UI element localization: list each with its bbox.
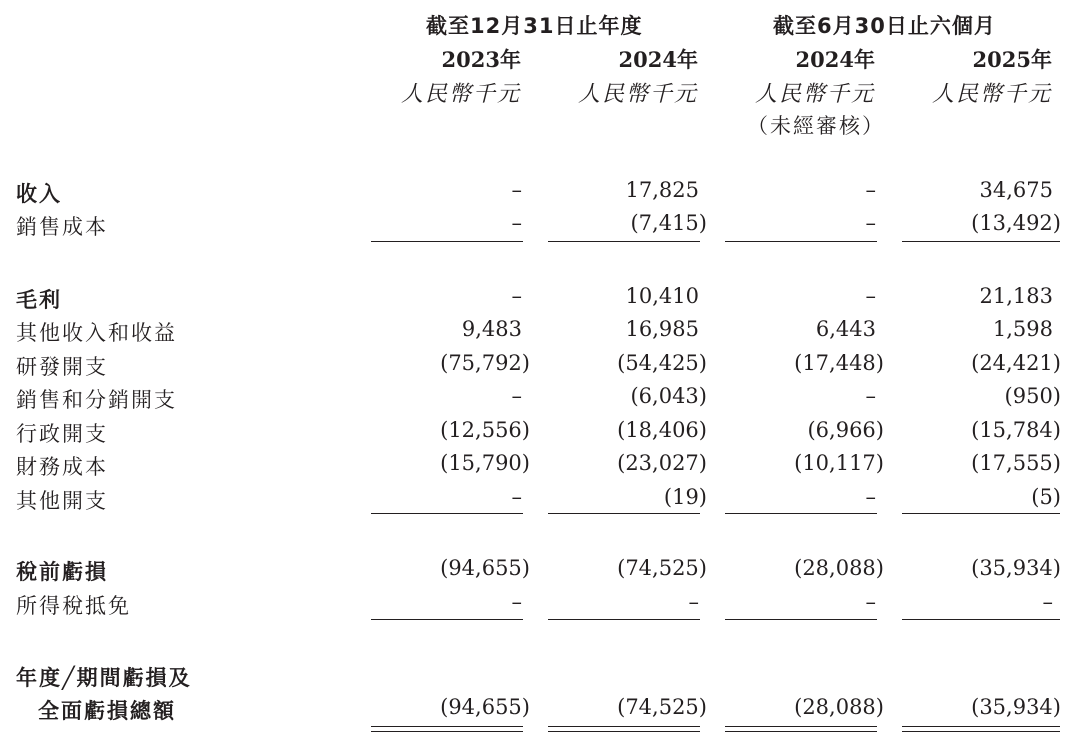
cell: (950)	[1004, 384, 1061, 408]
cell: (10,117)	[794, 451, 884, 475]
cell: –	[511, 284, 522, 308]
label-rnd-expenses: 研發開支	[16, 355, 108, 379]
cell: (12,556)	[440, 418, 530, 442]
subtotal-rule	[371, 619, 523, 620]
subtotal-rule	[725, 619, 877, 620]
cell: –	[511, 590, 522, 614]
cell: (35,934)	[971, 556, 1061, 580]
cell: (35,934)	[971, 695, 1061, 719]
label-total-comprehensive-loss: 全面虧損總額	[38, 699, 176, 723]
subtotal-rule	[725, 241, 877, 242]
cell: (17,448)	[794, 351, 884, 375]
cell: 17,825	[625, 178, 699, 202]
label-cost-of-sales: 銷售成本	[16, 215, 108, 239]
unit-2024-interim: 人民幣千元	[754, 82, 875, 107]
cell: –	[865, 284, 876, 308]
year-2025-interim: 2025年	[972, 47, 1052, 72]
label-loss-before-tax: 稅前虧損	[16, 560, 108, 584]
cell: –	[865, 485, 876, 509]
subtotal-rule	[902, 241, 1060, 242]
cell: (94,655)	[440, 695, 530, 719]
subtotal-rule	[725, 513, 877, 514]
subtotal-rule	[548, 619, 700, 620]
cell: –	[865, 384, 876, 408]
label-finance-costs: 財務成本	[16, 455, 108, 479]
cell: –	[511, 211, 522, 235]
cell: (6,966)	[807, 418, 884, 442]
cell: (17,555)	[971, 451, 1061, 475]
cell: 6,443	[815, 317, 876, 341]
year-2024-interim: 2024年	[795, 47, 875, 72]
cell: (28,088)	[794, 556, 884, 580]
cell: 1,598	[992, 317, 1053, 341]
cell: (15,790)	[440, 451, 530, 475]
subtotal-rule	[371, 513, 523, 514]
label-selling-expenses: 銷售和分銷開支	[16, 388, 177, 412]
header-annual-title: 截至12月31日止年度	[426, 14, 643, 38]
cell: (28,088)	[794, 695, 884, 719]
cell: 10,410	[625, 284, 699, 308]
cell: (54,425)	[617, 351, 707, 375]
total-double-rule	[548, 726, 700, 732]
unit-2023: 人民幣千元	[400, 82, 521, 107]
cell: (15,784)	[971, 418, 1061, 442]
cell: (94,655)	[440, 556, 530, 580]
cell: (74,525)	[617, 695, 707, 719]
label-other-income: 其他收入和收益	[16, 321, 177, 345]
cell: (13,492)	[971, 211, 1061, 235]
unaudited-note: （未經審核）	[747, 114, 885, 138]
subtotal-rule	[548, 241, 700, 242]
label-revenue: 收入	[16, 182, 62, 206]
cell: 21,183	[979, 284, 1053, 308]
label-other-expenses: 其他開支	[16, 489, 108, 513]
cell: (6,043)	[630, 384, 707, 408]
cell: (19)	[663, 485, 707, 509]
label-income-tax-credit: 所得稅抵免	[16, 594, 131, 618]
cell: (24,421)	[971, 351, 1061, 375]
label-admin-expenses: 行政開支	[16, 422, 108, 446]
unit-2025-interim: 人民幣千元	[931, 82, 1052, 107]
total-double-rule	[371, 726, 523, 732]
cell: (74,525)	[617, 556, 707, 580]
subtotal-rule	[902, 513, 1060, 514]
cell: –	[865, 211, 876, 235]
cell: (5)	[1031, 485, 1061, 509]
cell: –	[865, 590, 876, 614]
cell: 34,675	[979, 178, 1053, 202]
cell: (7,415)	[630, 211, 707, 235]
cell: –	[1042, 590, 1053, 614]
year-2023: 2023年	[441, 47, 521, 72]
cell: –	[865, 178, 876, 202]
total-double-rule	[725, 726, 877, 732]
subtotal-rule	[548, 513, 700, 514]
unit-2024-annual: 人民幣千元	[577, 82, 698, 107]
cell: (75,792)	[440, 351, 530, 375]
total-double-rule	[902, 726, 1060, 732]
cell: –	[511, 384, 522, 408]
cell: 9,483	[461, 317, 522, 341]
subtotal-rule	[371, 241, 523, 242]
cell: –	[511, 178, 522, 202]
cell: –	[511, 485, 522, 509]
cell: 16,985	[625, 317, 699, 341]
subtotal-rule	[902, 619, 1060, 620]
year-2024-annual: 2024年	[618, 47, 698, 72]
cell: (23,027)	[617, 451, 707, 475]
cell: –	[688, 590, 699, 614]
label-gross-profit: 毛利	[16, 288, 62, 312]
label-loss-for-period-line1: 年度╱期間虧損及	[16, 666, 192, 690]
cell: (18,406)	[617, 418, 707, 442]
header-interim-title: 截至6月30日止六個月	[773, 14, 996, 38]
